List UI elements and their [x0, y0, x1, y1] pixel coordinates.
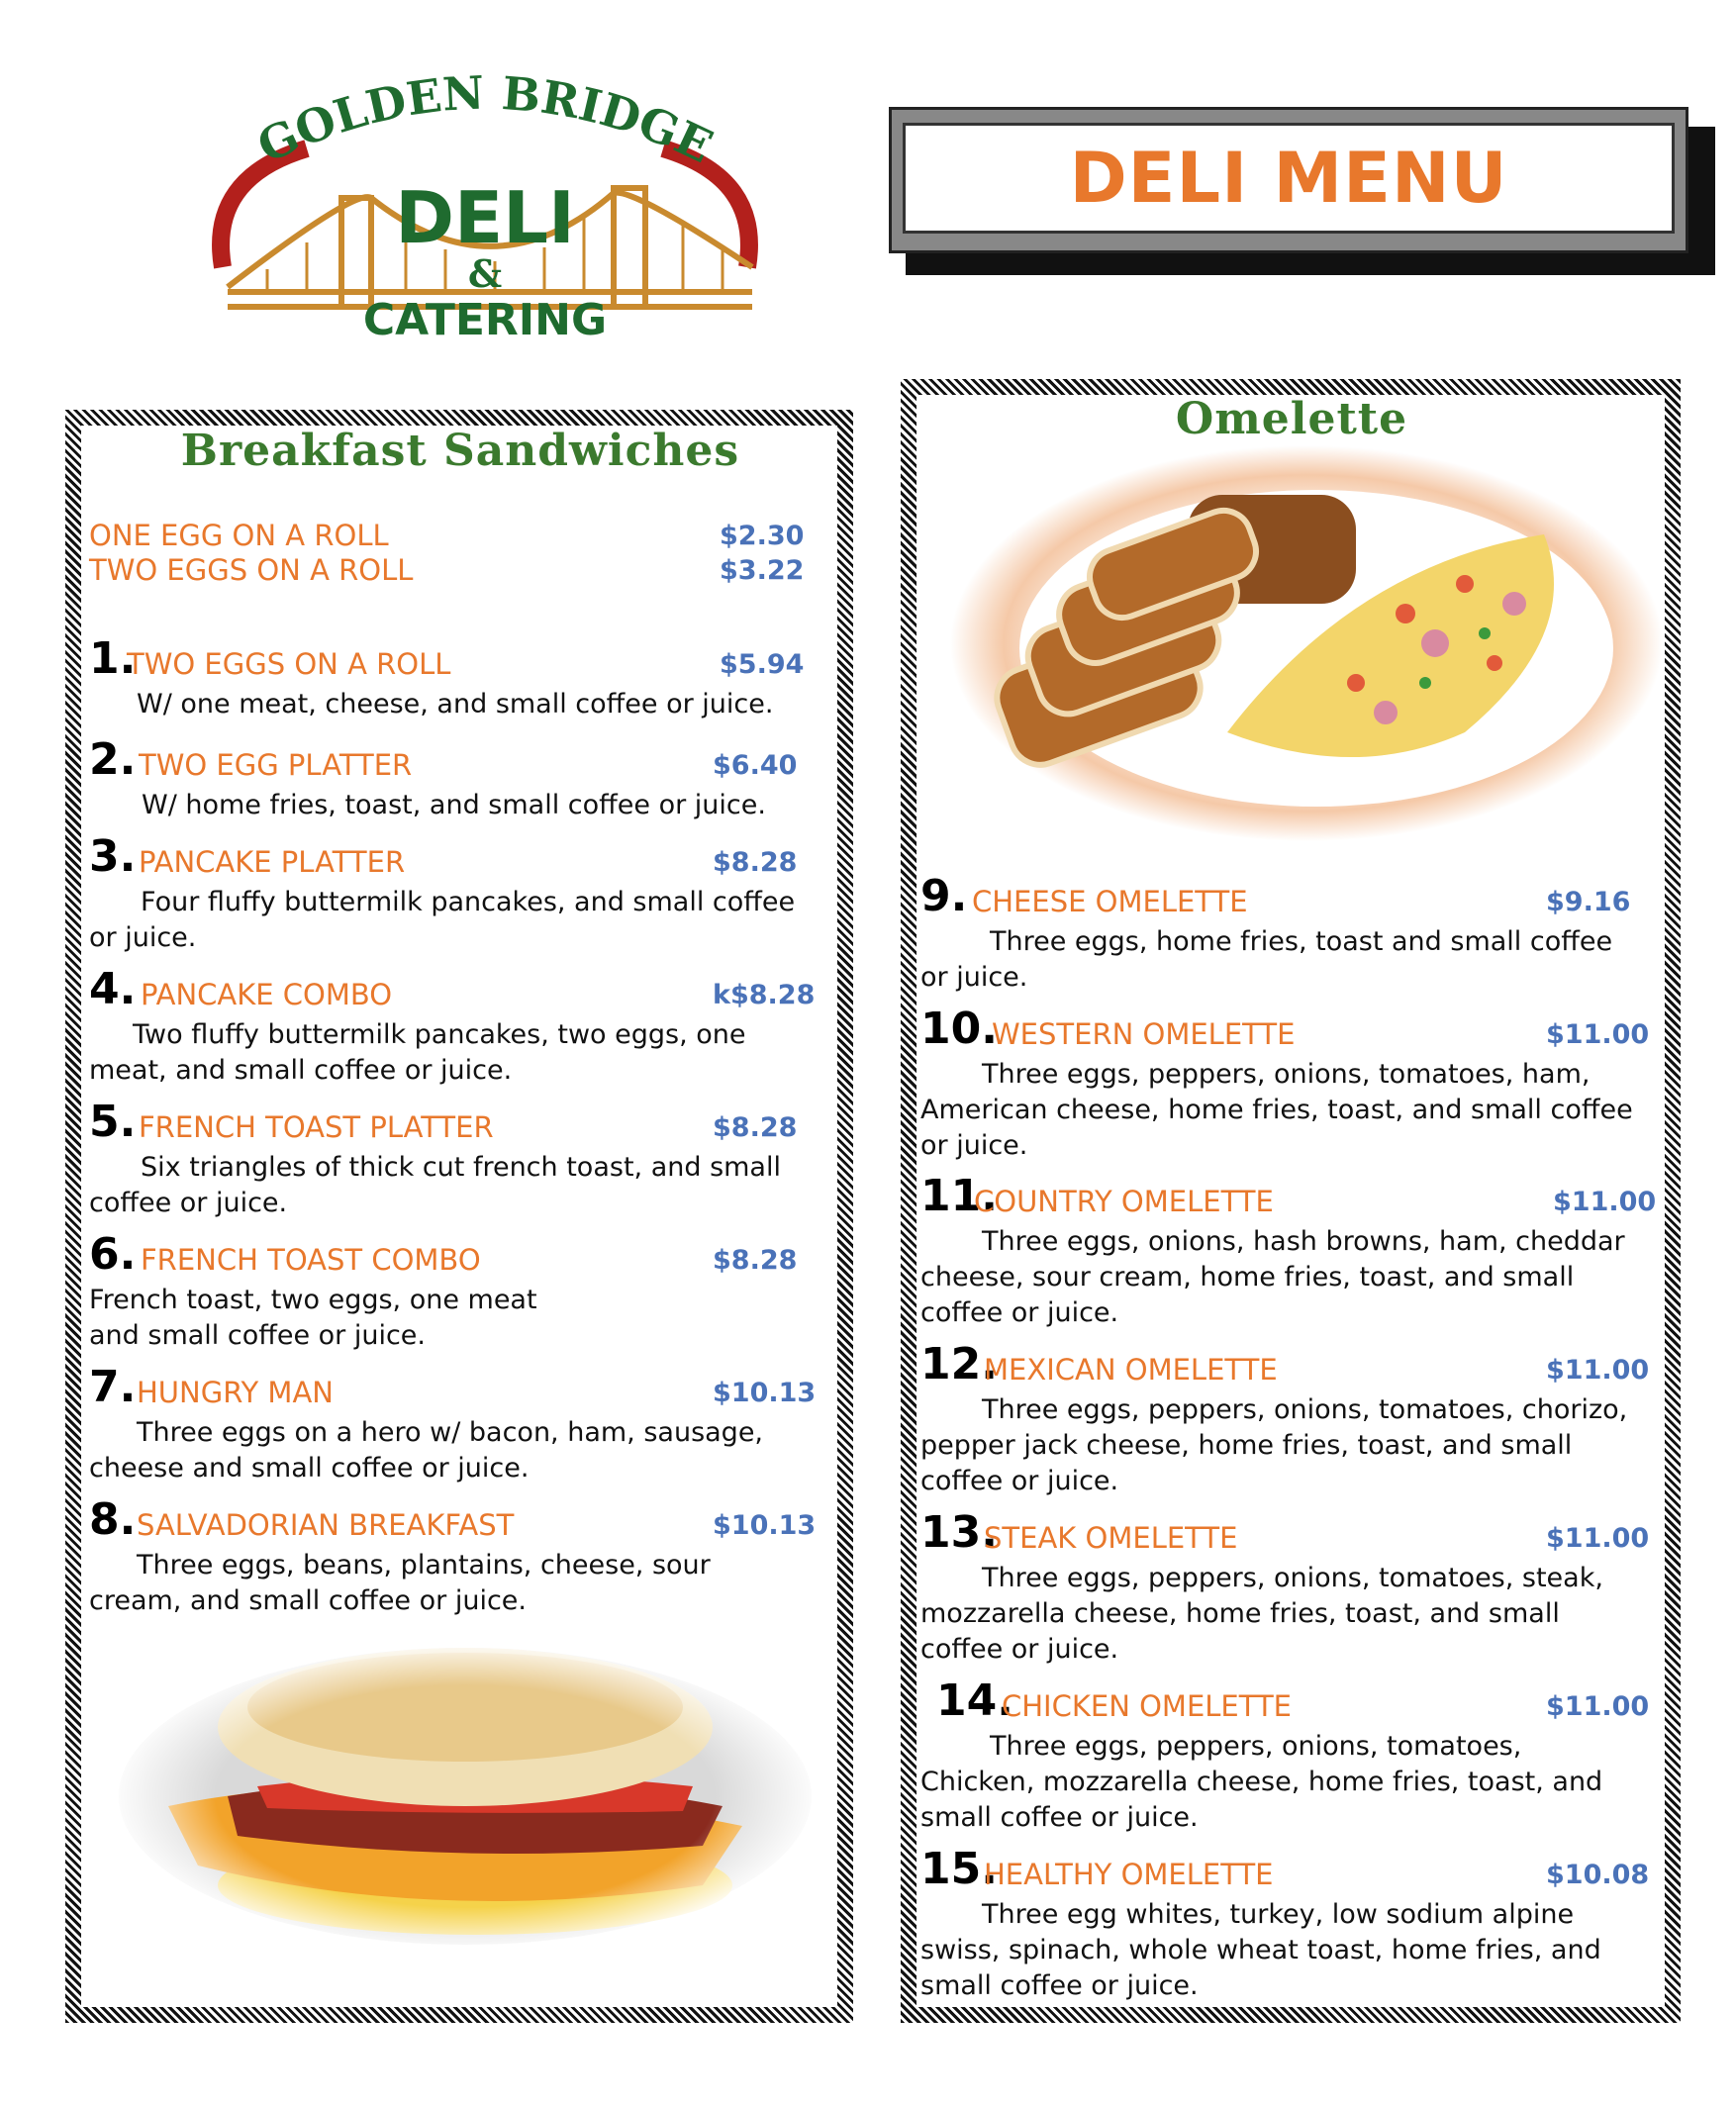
- breakfast-title: Breakfast Sandwiches: [180, 426, 740, 476]
- breakfast-list: [67, 633, 849, 1623]
- item-description: Three eggs on a hero w/ bacon, ham, sausage, cheese and small coffee or juice.: [89, 1417, 764, 1484]
- item-description: Three eggs, home fries, toast and small coffee or juice.: [920, 926, 1613, 993]
- item-number: 4.: [89, 964, 137, 1014]
- item-description: Three egg whites, turkey, low sodium alpine swiss, spinach, whole wheat toast, home fries, and small coffee or juice.: [920, 1899, 1601, 2001]
- item-name: COUNTRY OMELETTE: [974, 1185, 1274, 1218]
- item-name: TWO EGGS ON A ROLL: [127, 647, 451, 681]
- item-description: Three eggs, peppers, onions, tomatoes, steak, mozzarella cheese, home fries, toast, and small coffee or juice.: [920, 1563, 1603, 1665]
- item-number: 11.: [920, 1171, 998, 1221]
- item-description: Two fluffy buttermilk pancakes, two eggs, one meat, and small coffee or juice.: [89, 1019, 746, 1086]
- svg-text:GOLDEN BRIDGE: [249, 66, 721, 174]
- item-price: $10.13: [713, 1510, 817, 1541]
- item-description: W/ one meat, cheese, and small coffee or juice.: [137, 689, 774, 719]
- item-description: Three eggs, peppers, onions, tomatoes, ham, American cheese, home fries, toast, and small coffee or juice.: [920, 1059, 1633, 1161]
- simple-item-name: ONE EGG ON A ROLL: [89, 519, 389, 552]
- item-description: Three eggs, onions, hash browns, ham, cheddar cheese, sour cream, home fries, toast, and small coffee or juice.: [920, 1226, 1625, 1328]
- item-number: 6.: [89, 1229, 137, 1280]
- omelette-image: [930, 435, 1663, 851]
- item-description: Six triangles of thick cut french toast, and small coffee or juice.: [89, 1152, 781, 1218]
- item-name: CHEESE OMELETTE: [972, 885, 1248, 918]
- item-name: WESTERN OMELETTE: [992, 1017, 1296, 1051]
- omelette-title: Omelette: [1175, 394, 1408, 444]
- item-name: MEXICAN OMELETTE: [984, 1353, 1278, 1387]
- breakfast-sandwich-image: [109, 1638, 821, 1955]
- item-price: $9.16: [1546, 887, 1631, 917]
- item-number: 10.: [920, 1004, 998, 1054]
- item-price: $5.94: [720, 649, 805, 680]
- item-price: $11.00: [1546, 1691, 1650, 1722]
- item-description: French toast, two eggs, one meat and small coffee or juice.: [89, 1285, 537, 1351]
- item-price: $11.00: [1546, 1523, 1650, 1554]
- item-number: 5.: [89, 1097, 137, 1147]
- item-price: $8.28: [713, 1112, 798, 1143]
- item-number: 14.: [936, 1675, 1013, 1726]
- item-price: $10.13: [713, 1378, 817, 1408]
- item-number: 7.: [89, 1362, 137, 1412]
- item-number: 9.: [920, 871, 968, 921]
- item-price: $10.08: [1546, 1860, 1650, 1890]
- item-description: Three eggs, peppers, onions, tomatoes, chorizo, pepper jack cheese, home fries, toast, and small coffee or juice.: [920, 1394, 1628, 1496]
- simple-item-price: $3.22: [720, 555, 805, 586]
- item-name: STEAK OMELETTE: [984, 1521, 1238, 1555]
- golden-bridge-logo: [168, 40, 802, 396]
- item-name: FRENCH TOAST PLATTER: [139, 1110, 494, 1144]
- item-number: 12.: [920, 1339, 998, 1389]
- logo-line2: DELI: [395, 176, 575, 259]
- item-name: SALVADORIAN BREAKFAST: [137, 1508, 515, 1542]
- item-name: CHICKEN OMELETTE: [1002, 1689, 1293, 1723]
- simple-item-name: TWO EGGS ON A ROLL: [89, 553, 414, 587]
- item-price: $11.00: [1546, 1355, 1650, 1386]
- item-description: Three eggs, peppers, onions, tomatoes, Chicken, mozzarella cheese, home fries, toast, and small coffee or juice.: [920, 1731, 1603, 1833]
- logo-line3: &: [467, 251, 503, 296]
- item-price: $11.00: [1546, 1019, 1650, 1050]
- item-description: Three eggs, beans, plantains, cheese, sour cream, and small coffee or juice.: [89, 1550, 711, 1616]
- item-name: HEALTHY OMELETTE: [984, 1858, 1274, 1891]
- item-name: HUNGRY MAN: [137, 1376, 334, 1409]
- simple-item-price: $2.30: [720, 521, 805, 551]
- item-description: W/ home fries, toast, and small coffee or juice.: [142, 790, 766, 820]
- omelette-list: [915, 871, 1667, 2009]
- item-price: $8.28: [713, 847, 798, 878]
- item-name: PANCAKE COMBO: [141, 978, 393, 1011]
- item-name: PANCAKE PLATTER: [139, 845, 406, 879]
- logo-line1: GOLDEN BRIDGE: [248, 65, 722, 174]
- item-number: 3.: [89, 831, 137, 882]
- item-price: $6.40: [713, 750, 798, 781]
- item-price: $8.28: [713, 1245, 798, 1276]
- page-title: DELI MENU: [1069, 138, 1508, 219]
- item-number: 8.: [89, 1494, 137, 1545]
- item-price: $11.00: [1553, 1187, 1657, 1217]
- title-box: [903, 123, 1675, 234]
- logo-line4: CATERING: [362, 295, 608, 345]
- item-number: 15.: [920, 1844, 998, 1894]
- item-description: Four fluffy buttermilk pancakes, and small coffee or juice.: [89, 887, 796, 953]
- item-number: 2.: [89, 734, 137, 785]
- item-price: k$8.28: [713, 980, 816, 1010]
- item-name: TWO EGG PLATTER: [139, 748, 413, 782]
- item-number: 13.: [920, 1507, 998, 1558]
- item-name: FRENCH TOAST COMBO: [141, 1243, 481, 1277]
- item-number: 1.: [89, 633, 137, 684]
